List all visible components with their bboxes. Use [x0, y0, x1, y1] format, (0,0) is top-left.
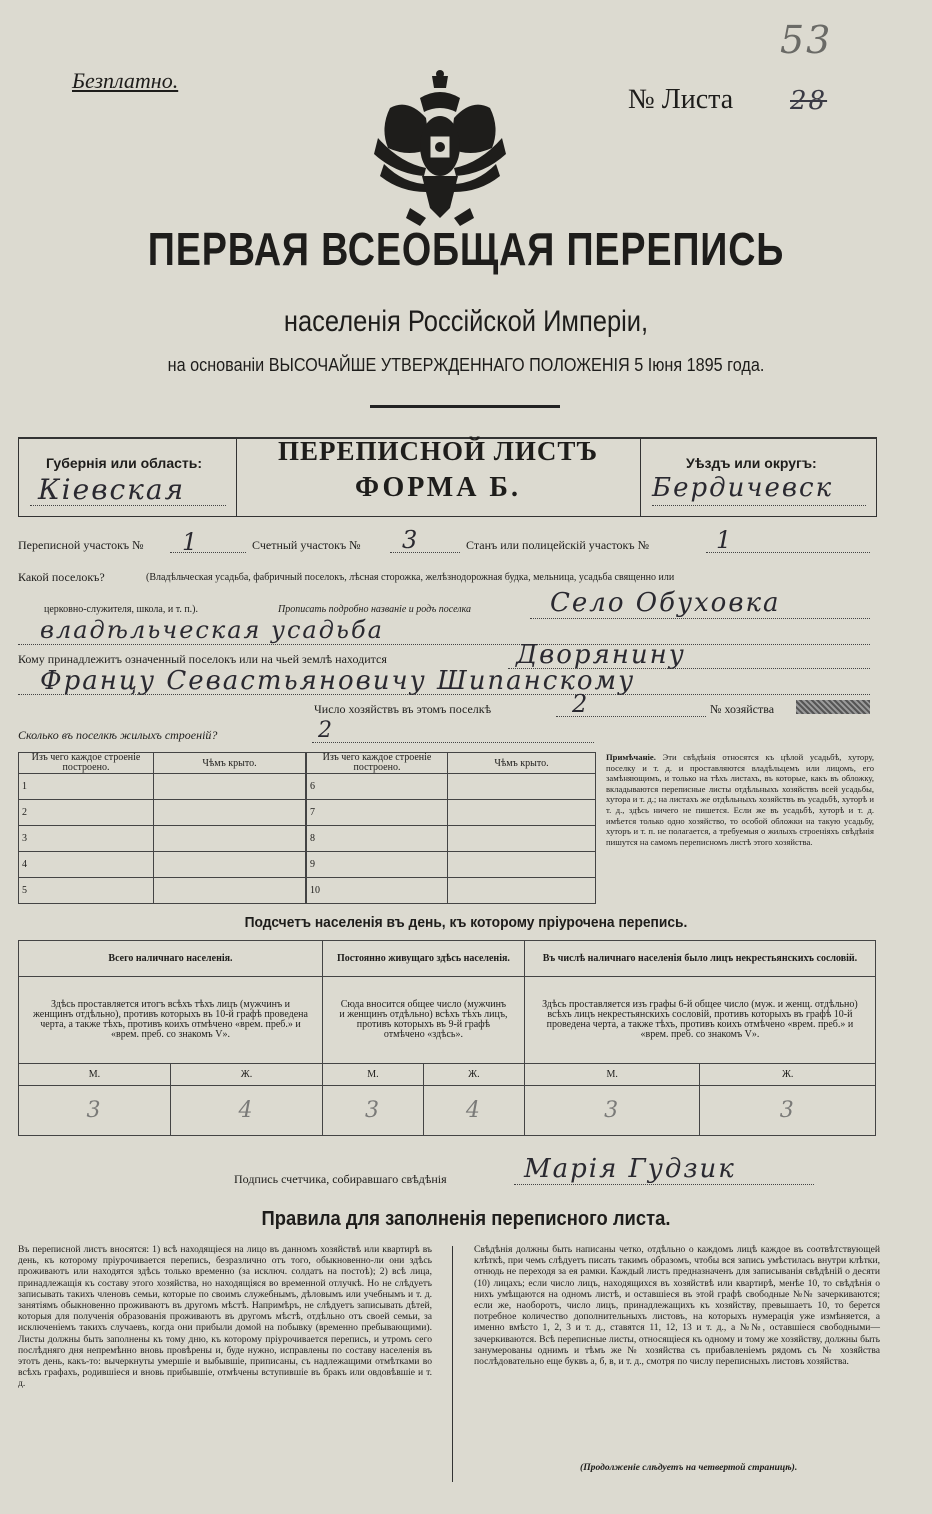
free-label: Безплатно. — [72, 68, 179, 93]
district-label: Уѣздъ или округъ: — [686, 455, 817, 471]
households-value: 2 — [572, 690, 590, 718]
buildings-row-number: 4 — [19, 852, 154, 878]
settlement-value-2: владѣльческая усадьба — [40, 616, 384, 644]
count-area-line — [390, 552, 460, 553]
sheet-number-label: № Листа — [628, 84, 734, 115]
buildings-row-number: 7 — [307, 800, 448, 826]
households-label: Число хозяйствъ въ этомъ поселкѣ — [314, 702, 492, 716]
rules-left-text: Въ переписной листъ вносятся: 1) всѣ находящіеся на лицо въ данномъ хозяйствѣ или квартирѣ въ день, къ которому пріурочивается перепись, безразлично отъ того, обыкновенно-ли они здѣсь проживаютъ или находятся здѣсь только временно (за исключ. солдатъ на постоѣ); 2) всѣ лица, принадлежащія къ составу этого хозяйства, но находящіяся во временной отлучкѣ. Но не слѣдуетъ записывать такихъ членовъ семьи, которые по своимъ служебнымъ, дѣловымъ или учебнымъ и т. д. занятіямъ обыкновенно проживаютъ въ другомъ мѣстѣ. Напримѣръ, не слѣдуетъ записывать дѣтей, которыя для полученія образованія проживаютъ въ другомъ мѣстѣ, отдѣльно отъ своей семьи, за исключеніемъ такихъ случаевъ, когда они прибыли домой на побывку (временно пребывающими). Листы должны быть заполнены къ тому дню, къ которому пріурочивается перепись, и утромъ сего послѣдняго дня непремѣнно вновь провѣрены и, буде нужно, исправлены по составу населенія въ этотъ день, какъ-то: вычеркнуты умершіе и выбывшіе, приписаны, съ надлежащими отмѣтками во всѣхъ графахъ, родившіеся и вновь прибывшіе, отмѣчены вступившіе въ бракъ или овдовѣвшіе и т. д. — [18, 1244, 432, 1390]
buildings-row-number: 8 — [307, 826, 448, 852]
buildings-col-material: Изъ чего каждое строеніе построено. — [307, 753, 448, 774]
district-line — [652, 505, 866, 506]
buildings-table-right — [306, 752, 596, 904]
female-header: Ж. — [170, 1063, 322, 1085]
rules-title: Правила для заполненія переписного листа. — [261, 1208, 671, 1230]
settlement-hint-2: церковно-служителя, школа, и т. п.). — [44, 604, 198, 615]
buildings-row-number: 6 — [307, 774, 448, 800]
form-box-bottom — [18, 516, 876, 517]
sheet-number-value: 53 — [780, 18, 833, 62]
total-female-count: 4 — [170, 1085, 322, 1135]
buildings-row-number: 2 — [19, 800, 154, 826]
female-header: Ж. — [423, 1063, 524, 1085]
census-basis: на основаніи ВЫСОЧАЙШЕ УТВЕРЖДЕННАГО ПОЛОЖЕНІЯ 5 Іюня 1895 года. — [167, 355, 765, 375]
census-area-value: 1 — [182, 528, 200, 556]
province-label: Губернія или область: — [46, 455, 203, 471]
signature-label: Подпись счетчика, собиравшаго свѣдѣнія — [234, 1172, 447, 1186]
settlement-line-2 — [18, 644, 870, 645]
owner-line-2 — [18, 694, 870, 695]
note-label: Примѣчаніе. — [606, 752, 656, 762]
household-number-stamp — [796, 700, 870, 714]
buildings-table-left — [18, 752, 306, 904]
sheet-number-crossed: 28 — [790, 86, 828, 116]
census-subtitle: населенія Россійской Имперіи, — [283, 305, 649, 338]
count-area-label: Счетный участокъ № — [252, 538, 361, 552]
census-area-line — [170, 552, 246, 553]
buildings-row-number: 5 — [19, 878, 154, 904]
title-divider — [370, 405, 560, 408]
buildings-note — [606, 752, 874, 847]
total-male-count: 3 — [19, 1085, 171, 1135]
household-number-label: № хозяйства — [710, 702, 775, 716]
buildings-line — [312, 742, 594, 743]
sheet-title: ПЕРЕПИСНОЙ ЛИСТЪ — [277, 436, 599, 466]
province-value: Кіевская — [38, 473, 186, 506]
census-title: ПЕРВАЯ ВСЕОБЩАЯ ПЕРЕПИСЬ — [147, 223, 785, 275]
form-box-right — [876, 437, 877, 517]
non-peasant-header: Въ числѣ наличнаго населенія было лицъ некрестьянскихъ сословій. — [524, 941, 875, 977]
buildings-col-roof: Чѣмъ крыто. — [154, 753, 306, 774]
buildings-value: 2 — [318, 718, 334, 743]
note-text: Эти свѣдѣнія относятся къ цѣлой усадьбѣ, хутору, поселку и т. д. и проставляются владѣльцемъ или лицомъ, его замѣняющимъ, и только на тѣхъ листахъ, въ которые, какъ въ обложку, вкладываются переписные листы отдѣльныхъ хозяйствъ всей усадьбы, хутора и т. д.; на листахъ же отдѣльныхъ хозяйствъ въ усадьбѣ, хуторѣ и т. д., здѣсь ничего не пишется. Если же въ усадьбѣ, хуторѣ и т. д. имѣется только одно хозяйство, то особой обложки на такую усадьбу, хуторъ и т. п. не полагается, а требуемыя о жилыхъ строеніяхъ свѣдѣнія пишутся на самомъ переписномъ листѣ этого хозяйства. — [606, 752, 874, 847]
buildings-col-roof: Чѣмъ крыто. — [448, 753, 596, 774]
count-area-value: 3 — [402, 526, 420, 554]
stan-value: 1 — [716, 526, 734, 554]
settlement-hint-1: (Владѣльческая усадьба, фабричный поселокъ, лѣсная сторожка, желѣзнодорожная будка, мельница, усадьба священно или — [146, 572, 675, 583]
population-title: Подсчетъ населенія въ день, къ которому пріурочена перепись. — [244, 914, 688, 931]
buildings-col-material: Изъ чего каждое строеніе построено. — [19, 753, 154, 774]
permanent-male-count: 3 — [322, 1085, 423, 1135]
total-population-header: Всего наличнаго населенія. — [19, 941, 323, 977]
male-header: М. — [524, 1063, 700, 1085]
non-peasant-female-count: 3 — [700, 1085, 876, 1135]
form-box-divider-right — [640, 437, 641, 517]
owner-value-1: Дворянину — [516, 640, 686, 670]
buildings-row-number: 1 — [19, 774, 154, 800]
permanent-population-header: Постоянно живущаго здѣсь населенія. — [322, 941, 524, 977]
settlement-label: Какой поселокъ? — [18, 570, 105, 584]
permanent-female-count: 4 — [423, 1085, 524, 1135]
households-line — [556, 716, 706, 717]
form-name: ФОРМА Б. — [355, 472, 521, 503]
province-line — [30, 505, 226, 506]
buildings-row-number: 10 — [307, 878, 448, 904]
female-header: Ж. — [700, 1063, 876, 1085]
stan-label: Станъ или полицейскій участокъ № — [466, 538, 650, 552]
non-peasant-male-count: 3 — [524, 1085, 700, 1135]
male-header: М. — [19, 1063, 171, 1085]
rules-right-text: Свѣдѣнія должны быть написаны четко, отдѣльно о каждомъ лицѣ каждое въ соотвѣтствующей клѣткѣ, при чемъ слѣдуетъ писать такимъ образомъ, чтобы вся запись умѣстилась внутри клѣтки, отнюдь не переходя за ея рамки. Каждый листъ предназначенъ для записыванія свѣдѣній о десяти (10) лицахъ; если число лицъ, находящихся въ хозяйствѣ или квартирѣ, менѣе 10, то свѣдѣнія о нихъ умѣщаются на одномъ листѣ, и оставшіеся въ этой графѣ свободные №№ зачеркиваются; если же, наоборотъ, число лицъ, принадлежащихъ къ хозяйству, превышаетъ 10, то берется потребное количество дополнительныхъ листовъ, на которыхъ нумерація уже измѣняется, а именно вмѣсто 1, 2, 3 и т. д., ставятся 11, 12, 13 и т. д., а №№, оставшіеся свободными—зачеркиваются. Всѣ переписные листы, относящіеся къ одному и тому же хозяйству, должны быть занумерованы однимъ и тѣмъ же № хозяйства съ прибавленіемъ рядомъ съ № хозяйства послѣдовательно еще буквъ а, б, в, и т. д., смотря по числу переписныхъ листовъ хозяйства. — [474, 1244, 880, 1368]
census-area-label: Переписной участокъ № — [18, 538, 144, 552]
settlement-line-1 — [530, 618, 870, 619]
owner-value-2: Францу Севастьяновичу Шипанскому — [40, 666, 636, 696]
stan-line — [706, 552, 870, 553]
form-box-left — [18, 437, 19, 517]
buildings-label: Сколько въ поселкѣ жилыхъ строеній? — [18, 728, 218, 742]
signature-value: Марія Гудзик — [524, 1154, 736, 1184]
rules-divider — [452, 1246, 453, 1482]
settlement-value-1: Село Обуховка — [550, 588, 781, 618]
signature-line — [514, 1184, 814, 1185]
settlement-hint-3: Прописать подробно названіе и родъ поселка — [278, 604, 472, 615]
population-table — [18, 940, 876, 1136]
buildings-row-number: 9 — [307, 852, 448, 878]
non-peasant-desc: Здѣсь проставляется изъ графы 6-й общее число (муж. и женщ. отдѣльно) всѣхъ лицъ некрестьянскихъ сословій, противъ которыхъ въ графѣ 10-й проведена черта, а также тѣхъ, противъ коихъ отмѣчено «врем. преб.» и «врем. преб. со знакомъ V». — [524, 977, 875, 1063]
buildings-row-number: 3 — [19, 826, 154, 852]
owner-label: Кому принадлежитъ означенный поселокъ или на чьей землѣ находится — [18, 652, 387, 666]
permanent-population-desc: Сюда вносится общее число (мужчинъ и женщинъ отдѣльно) всѣхъ тѣхъ лицъ, противъ которыхъ въ 9-й графѣ отмѣчено «здѣсь». — [322, 977, 524, 1063]
rules-continuation: (Продолженіе слѣдуетъ на четвертой страницѣ). — [580, 1462, 798, 1473]
double-headed-eagle-emblem — [370, 68, 510, 228]
total-population-desc: Здѣсь проставляется итогъ всѣхъ тѣхъ лицъ (мужчинъ и женщинъ отдѣльно), противъ которыхъ въ 10-й графѣ проведена черта, а также тѣхъ, противъ коихъ отмѣчено «врем. преб.» и «врем. преб. со знакомъ V». — [19, 977, 323, 1063]
male-header: М. — [322, 1063, 423, 1085]
district-value: Бердичевск — [652, 473, 834, 503]
